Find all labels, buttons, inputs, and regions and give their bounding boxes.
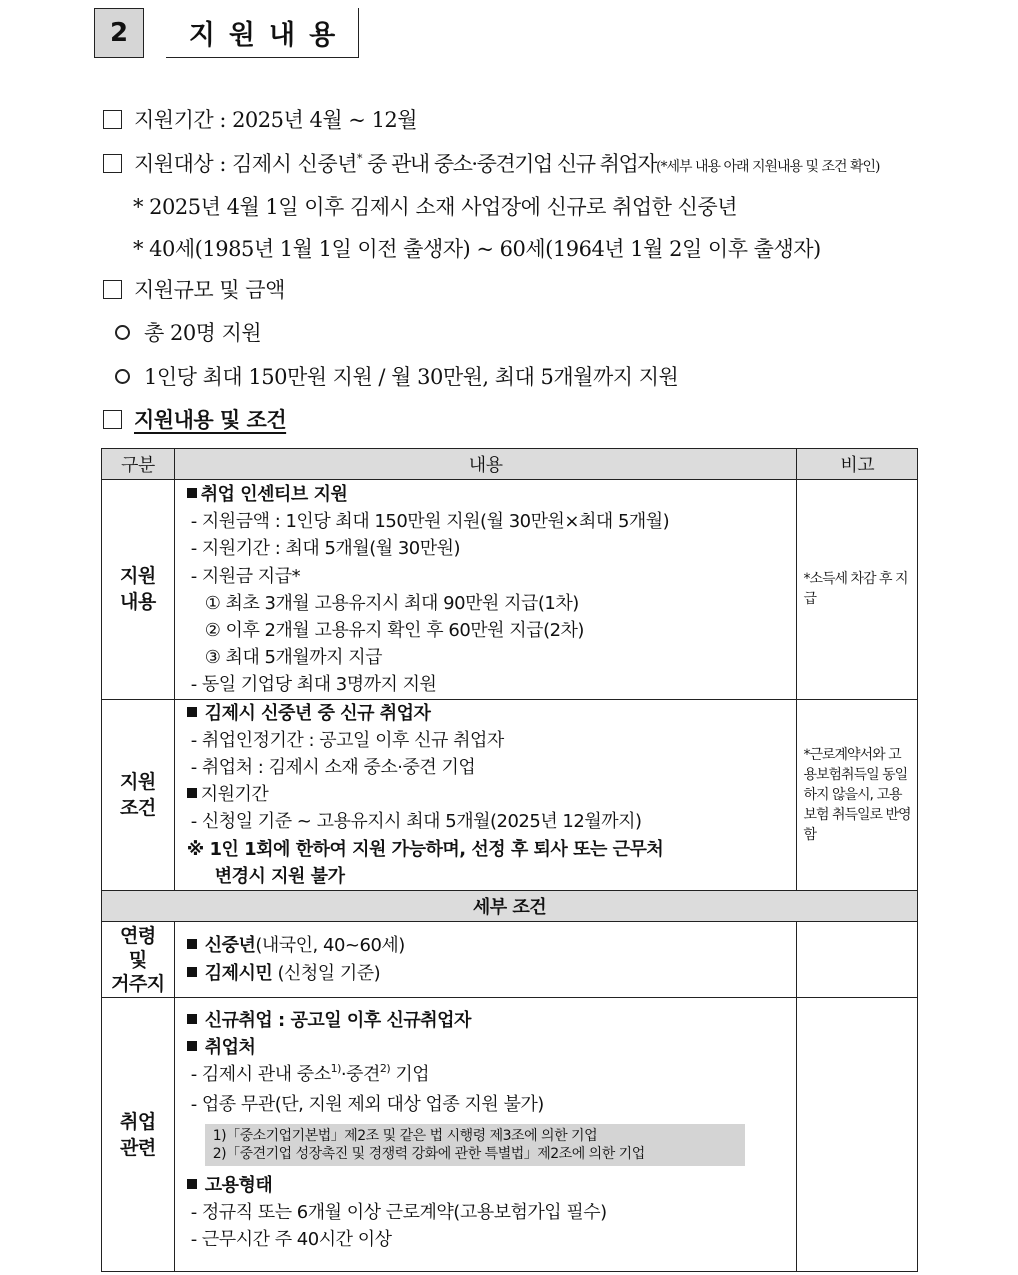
section-title: 지원내용 [166, 8, 359, 58]
label-line: 관련 [119, 1136, 156, 1159]
table-header-row [102, 449, 918, 480]
table-row-condition [102, 699, 918, 890]
label-line: 지원 [119, 770, 156, 793]
job-note [797, 998, 918, 1272]
age-note [797, 922, 918, 998]
target-sup: * [356, 152, 362, 165]
list-item: - 업종 무관(단, 지원 제외 대상 업종 지원 불가) [190, 1093, 544, 1115]
square-bullet-icon [187, 788, 197, 798]
list-item: - 지원금 지급* [190, 565, 301, 587]
circle-bullet-icon [115, 325, 130, 340]
table-row-job [102, 998, 918, 1272]
scale-sub-2 [115, 361, 678, 391]
table-row-support [102, 480, 918, 700]
residence-rest: (신청일 기준) [272, 962, 381, 984]
support-content [174, 480, 797, 700]
support-note: *소득세 차감 후 지급 [797, 480, 918, 700]
row-label-age [102, 922, 175, 998]
list-item: - 정규직 또는 6개월 이상 근로계약(고용보험가입 필수) [190, 1202, 607, 1224]
text: 기업 [390, 1064, 430, 1086]
list-item: 변경시 지원 불가 [214, 865, 345, 887]
checkbox-icon [103, 280, 122, 299]
row-label-job [102, 998, 175, 1272]
conditions-table [101, 448, 918, 1272]
label-line: 내용 [119, 591, 156, 614]
residence-bold: 김제시민 [204, 962, 273, 984]
checkbox-icon [103, 410, 122, 429]
scale-sub-2-text: 1인당 최대 150만원 지원 / 월 30만원, 최대 5개월까지 지원 [144, 365, 679, 389]
list-item: - 취업인정기간 : 공고일 이후 신규 취업자 [190, 729, 504, 751]
list-item: ③ 최대 5개월까지 지급 [204, 647, 383, 669]
list-item: 지원기간 [200, 784, 269, 806]
list-item: - 지원금액 : 1인당 최대 150만원 지원(월 30만원×최대 5개월) [190, 511, 670, 533]
list-item: 고용형태 [204, 1174, 273, 1196]
checkbox-icon [103, 110, 122, 129]
target-text: 지원대상 : 김제시 신중년 [134, 152, 357, 176]
square-bullet-icon [187, 967, 197, 977]
scale-text: 지원규모 및 금액 [134, 278, 285, 302]
list-item: ※ 1인 1회에 한하여 지원 가능하며, 선정 후 퇴사 또는 근무처 [186, 838, 664, 860]
square-bullet-icon [187, 939, 197, 949]
detail-header-row [102, 891, 918, 922]
circle-bullet-icon [115, 369, 130, 384]
target-note: (*세부 내용 아래 지원내용 및 조건 확인) [656, 159, 880, 175]
label-line: 연령 [119, 924, 156, 947]
target-rest: 중 관내 중소·중견기업 신규 취업자 [361, 152, 657, 176]
scale-sub-1 [115, 317, 261, 347]
footnote: 1)「중소기업기본법」제2조 및 같은 법 시행령 제3조에 의한 기업 [212, 1127, 598, 1144]
checkbox-icon [103, 154, 122, 173]
list-item: 취업 인센티브 지원 [200, 484, 348, 505]
conditions-title [103, 404, 286, 434]
label-line: 및 [128, 948, 147, 971]
row-label-support [102, 480, 175, 700]
list-item: 김제시 신중년 중 신규 취업자 [204, 702, 431, 724]
age-rest: (내국인, 40~60세) [255, 935, 405, 957]
target-sub-1: * 2025년 4월 1일 이후 김제시 소재 사업장에 신규로 취업한 신중년 [133, 195, 737, 219]
square-bullet-icon [187, 488, 197, 498]
list-item: - 취업처 : 김제시 소재 중소·중견 기업 [190, 757, 476, 779]
age-content [174, 922, 797, 998]
conditions-title-text: 지원내용 및 조건 [134, 408, 287, 432]
text: ·중견 [340, 1064, 380, 1086]
target-item [103, 148, 880, 178]
label-line: 거주지 [111, 972, 165, 995]
footnote-mark: 2) [379, 1062, 391, 1076]
list-item: ② 이후 2개월 고용유지 확인 후 60만원 지급(2차) [204, 620, 584, 642]
condition-note: *근로계약서와 고용보험취득일 동일하지 않을시, 고용보험 취득일로 반영함 [797, 699, 918, 890]
condition-content [174, 699, 797, 890]
detail-header: 세부 조건 [102, 891, 918, 922]
header-category: 구분 [102, 449, 175, 480]
square-bullet-icon [187, 1014, 197, 1024]
period-item [103, 104, 417, 134]
list-item [187, 1061, 789, 1090]
section-number: 2 [94, 8, 144, 58]
label-line: 조건 [119, 796, 156, 819]
label-line: 취업 [119, 1110, 156, 1133]
text: - 김제시 관내 중소 [190, 1064, 331, 1086]
square-bullet-icon [187, 1041, 197, 1051]
row-label-condition [102, 699, 175, 890]
scale-item [103, 274, 285, 304]
header-content: 내용 [174, 449, 797, 480]
footnote-mark: 1) [330, 1062, 341, 1076]
period-text: 지원기간 : 2025년 4월 ~ 12월 [134, 108, 418, 132]
label-line: 지원 [119, 565, 156, 588]
header-remark: 비고 [797, 449, 918, 480]
square-bullet-icon [187, 707, 197, 717]
footnote: 2)「중견기업 성장촉진 및 경쟁력 강화에 관한 특별법」제2조에 의한 기업 [212, 1145, 645, 1162]
job-content [174, 998, 797, 1272]
list-item: - 신청일 기준 ~ 고용유지시 최대 5개월(2025년 12월까지) [190, 811, 642, 833]
list-item: - 지원기간 : 최대 5개월(월 30만원) [190, 538, 461, 560]
list-item: - 동일 기업당 최대 3명까지 지원 [190, 674, 437, 696]
target-sub-2: * 40세(1985년 1월 1일 이전 출생자) ~ 60세(1964년 1월 2일 이후 출생자) [133, 237, 821, 261]
list-item: 신규취업 : 공고일 이후 신규취업자 [204, 1010, 471, 1032]
list-item: 취업처 [204, 1037, 256, 1059]
list-item: ① 최초 3개월 고용유지시 최대 90만원 지급(1차) [204, 592, 579, 614]
scale-sub-1-text: 총 20명 지원 [144, 321, 262, 345]
age-bold: 신중년 [204, 935, 256, 957]
table-row-age [102, 922, 918, 998]
square-bullet-icon [187, 1179, 197, 1189]
footnote-box [205, 1124, 745, 1166]
list-item: - 근무시간 주 40시간 이상 [190, 1229, 392, 1251]
